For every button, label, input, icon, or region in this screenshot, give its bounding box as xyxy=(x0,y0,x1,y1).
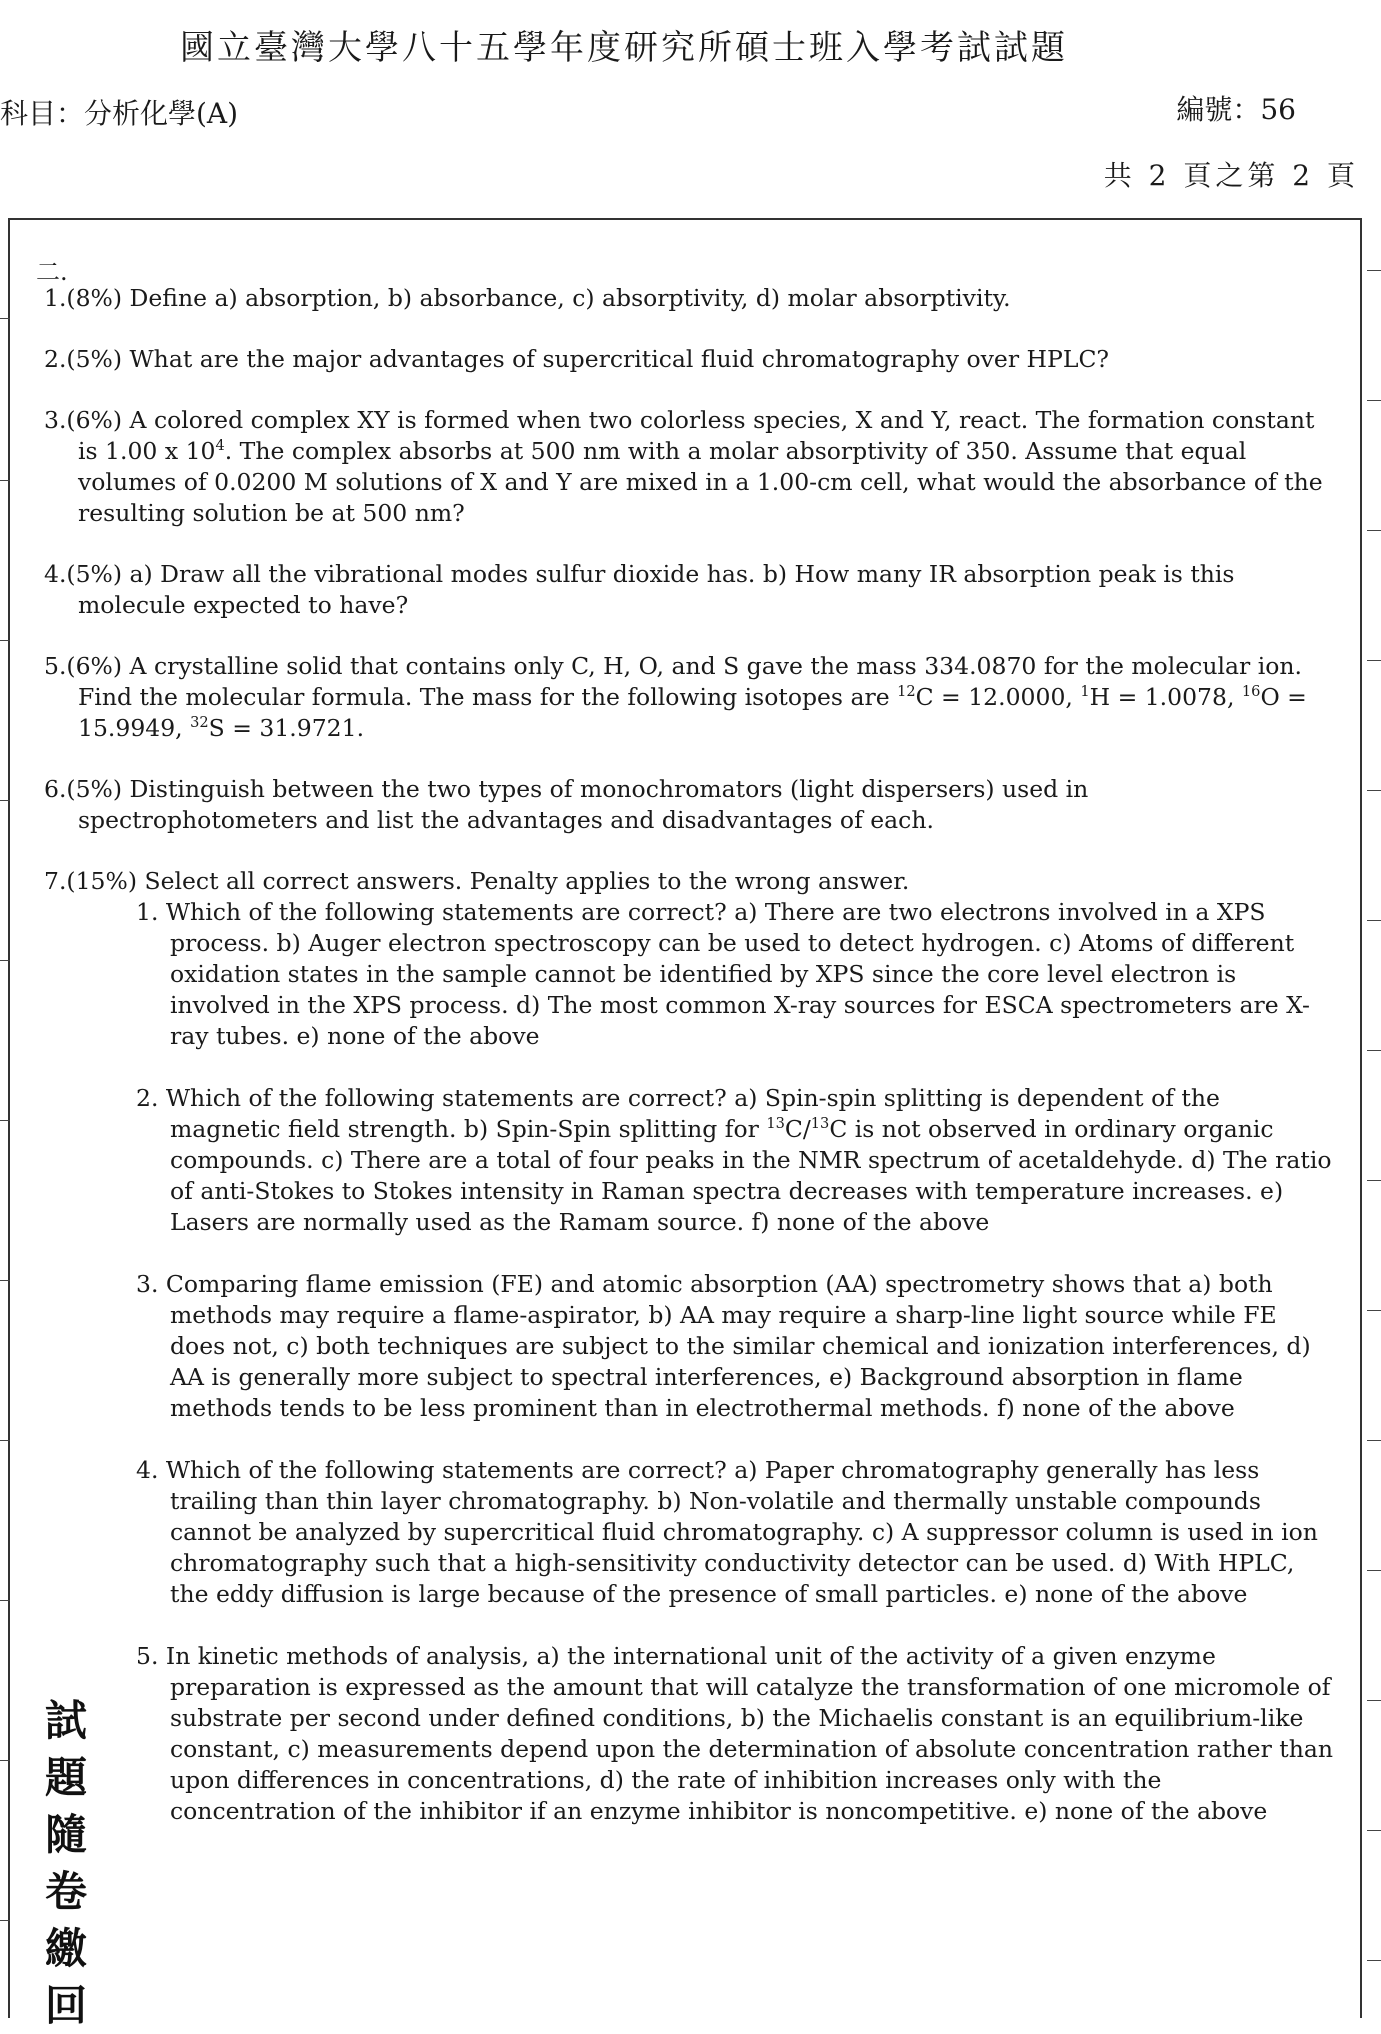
stamp-char: 回 xyxy=(44,1981,87,2030)
question-list xyxy=(44,283,1334,1827)
stamp-char: 隨 xyxy=(44,1810,87,1859)
subject-label: 科目：分析化學(A) xyxy=(0,97,239,130)
page-info: 共 2 頁之第 2 頁 xyxy=(1103,159,1359,192)
isotope-mass: 16 xyxy=(1241,683,1261,701)
section-mark: 二. xyxy=(36,258,68,286)
subquestion-3 xyxy=(44,1269,1334,1424)
subquestion-text: C is not observed in ordinary organic compounds. c) There are a total of four peaks in the NMR spectrum of acetaldehyde. d) The ratio of anti-Stokes to Stokes intensity in Raman spectra decreases with temperature increases. e) Lasers are normally used as the Ramam source. f) none of the above xyxy=(170,1115,1332,1236)
isotope-mass: 1 xyxy=(1080,683,1090,701)
question-text: What are the major advantages of supercritical fluid chromatography over HPLC? xyxy=(129,345,1110,373)
subquestion-label: 4. xyxy=(136,1456,159,1484)
question-label: 7.(15%) xyxy=(44,867,137,895)
subquestion-text: Which of the following statements are correct? a) There are two electrons involved in a XPS process. b) Auger electron spectroscopy can be used to detect hydrogen. c) Atoms of different oxidation states in the sample cannot be identified by XPS since the core level electron is involved in the XPS process. d) The most common X-ray sources for ESCA spectrometers are X-ray tubes. e) none of the above xyxy=(165,898,1310,1050)
subquestion-5 xyxy=(44,1641,1334,1827)
question-3 xyxy=(44,405,1334,529)
question-label: 6.(5%) xyxy=(44,775,123,803)
question-text: A crystalline solid that contains only C, H, O, and S gave the mass 334.0870 for the molecular ion. Find the molecular formula. The mass for the following isotopes are xyxy=(78,652,1302,711)
subquestion-label: 5. xyxy=(136,1642,159,1670)
question-7 xyxy=(44,866,1334,897)
left-edge-ticks xyxy=(0,0,10,2001)
subquestion-1 xyxy=(44,897,1334,1052)
question-label: 5.(6%) xyxy=(44,652,123,680)
subquestion-text: Which of the following statements are correct? a) Spin-spin splitting is dependent of the magnetic field strength. b) Spin-Spin splitting for xyxy=(165,1084,1220,1143)
subquestion-text: C/ xyxy=(784,1115,811,1143)
stamp-char: 試 xyxy=(44,1696,87,1745)
question-text: a) Draw all the vibrational modes sulfur dioxide has. b) How many IR absorption peak is this molecule expected to have? xyxy=(78,560,1235,619)
subquestion-4 xyxy=(44,1455,1334,1610)
isotope-mass: 12 xyxy=(897,683,916,701)
question-6 xyxy=(44,774,1334,836)
question-5 xyxy=(44,651,1334,744)
question-text: A colored complex XY is formed when two colorless species, X and Y, react. The formation constant is 1.00 x 10 xyxy=(78,406,1315,465)
stamp-char: 繳 xyxy=(44,1924,87,1973)
subquestion-label: 2. xyxy=(136,1084,159,1112)
isotope-value: C = 12.0000, xyxy=(915,683,1081,711)
question-text: Select all correct answers. Penalty applies to the wrong answer. xyxy=(144,867,910,895)
isotope-value: O = 15.9949, xyxy=(78,683,1307,742)
isotope-mass: 13 xyxy=(810,1115,830,1133)
subquestion-text: Which of the following statements are correct? a) Paper chromatography generally has less trailing than thin layer chromatography. b) Non-volatile and thermally unstable compounds cannot be analyzed by supercritical fluid chromatography. c) A suppressor column is used in ion chromatography such that a high-sensitivity conductivity detector can be used. d) With HPLC, the eddy diffusion is large because of the presence of small particles. e) none of the above xyxy=(165,1456,1318,1608)
isotope-mass: 13 xyxy=(766,1115,785,1133)
return-exam-stamp xyxy=(38,1692,94,2034)
right-edge-ticks xyxy=(1367,0,1381,2001)
exponent: 4 xyxy=(215,437,225,455)
subquestion-label: 1. xyxy=(136,898,159,926)
exam-title: 國立臺灣大學八十五學年度研究所碩士班入學考試試題 xyxy=(180,28,1068,68)
stamp-char: 卷 xyxy=(44,1867,87,1916)
subquestion-2 xyxy=(44,1083,1334,1238)
question-text: Distinguish between the two types of monochromators (light dispersers) used in spectrophotometers and list the advantages and disadvantages of each. xyxy=(78,775,1089,834)
isotope-mass: 32 xyxy=(190,714,209,732)
question-label: 1.(8%) xyxy=(44,284,123,312)
subquestion-label: 3. xyxy=(136,1270,159,1298)
isotope-value: S = 31.9721. xyxy=(208,714,365,742)
question-label: 3.(6%) xyxy=(44,406,123,434)
question-2 xyxy=(44,344,1334,375)
question-text: . The complex absorbs at 500 nm with a molar absorptivity of 350. Assume that equal volumes of 0.0200 M solutions of X and Y are mixed in a 1.00-cm cell, what would the absorbance of the resulting solution be at 500 nm? xyxy=(78,437,1323,527)
subquestion-text: In kinetic methods of analysis, a) the international unit of the activity of a given enzyme preparation is expressed as the amount that will catalyze the transformation of one micromole of substrate per second under defined conditions, b) the Michaelis constant is an equilibrium-like constant, c) measurements depend upon the determination of absolute concentration rather than upon differences in concentrations, d) the rate of inhibition increases only with the concentration of the inhibitor if an enzyme inhibitor is noncompetitive. e) none of the above xyxy=(165,1642,1333,1825)
question-label: 2.(5%) xyxy=(44,345,123,373)
isotope-value: H = 1.0078, xyxy=(1089,683,1242,711)
question-label: 4.(5%) xyxy=(44,560,123,588)
subquestion-text: Comparing flame emission (FE) and atomic absorption (AA) spectrometry shows that a) both methods may require a flame-aspirator, b) AA may require a sharp-line light source while FE does not, c) both techniques are subject to the similar chemical and ionization interferences, d) AA is generally more subject to spectral interferences, e) Background absorption in flame methods tends to be less prominent than in electrothermal methods. f) none of the above xyxy=(165,1270,1311,1422)
exam-number: 編號：56 xyxy=(1176,93,1296,126)
question-1 xyxy=(44,283,1334,314)
question-4 xyxy=(44,559,1334,621)
question-text: Define a) absorption, b) absorbance, c) absorptivity, d) molar absorptivity. xyxy=(129,284,1011,312)
stamp-char: 題 xyxy=(44,1753,87,1802)
